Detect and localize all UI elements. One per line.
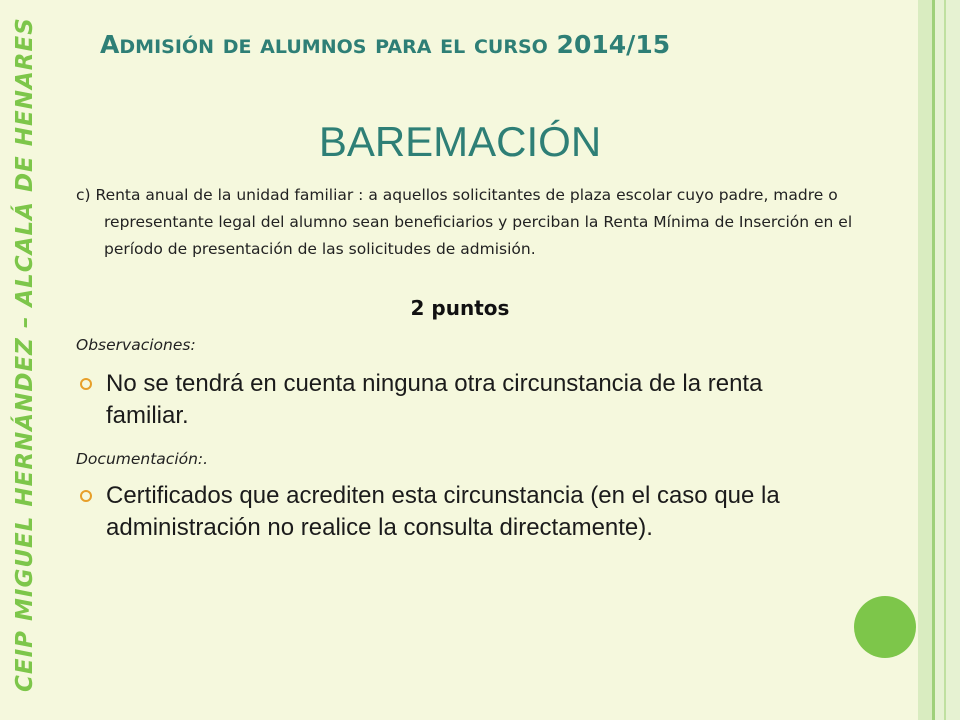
slide-title-text: ADMISIÓN DE ALUMNOS PARA EL CURSO 2014/15 — [100, 30, 671, 59]
observaciones-bullet-text: No se tendrá en cuenta ninguna otra circunstancia de la renta familiar. — [106, 370, 763, 429]
criterion-paragraph: c) Renta anual de la unidad familiar : a aquellos solicitantes de plaza escolar cuyo padre, madre o representante legal del alumno sean beneficiarios y perciban la Renta Mínima de Inserción en el período de presentación de las solicitudes de admisión. — [76, 186, 853, 258]
section-heading: BAREMACIÓN — [318, 118, 602, 165]
right-decor-stripe — [935, 0, 960, 720]
bullet-circle-icon — [80, 378, 92, 390]
observaciones-label: Observaciones: — [76, 336, 196, 354]
bullet-circle-icon — [80, 490, 92, 502]
documentacion-label: Documentación:. — [76, 450, 209, 468]
decorative-green-circle — [854, 596, 916, 658]
right-decor-stripe — [944, 0, 946, 720]
documentacion-bullet — [80, 480, 850, 544]
points-value: 2 puntos — [410, 296, 510, 320]
observaciones-bullet — [80, 368, 850, 432]
documentacion-bullet-text: Certificados que acrediten esta circunstancia (en el caso que la administración no realice la consulta directamente). — [106, 482, 780, 541]
slide-title — [100, 30, 900, 59]
school-name-vertical: CEIP MIGUEL HERNÁNDEZ – ALCALÁ DE HENARES — [12, 17, 38, 692]
right-decor-stripe — [918, 0, 932, 720]
